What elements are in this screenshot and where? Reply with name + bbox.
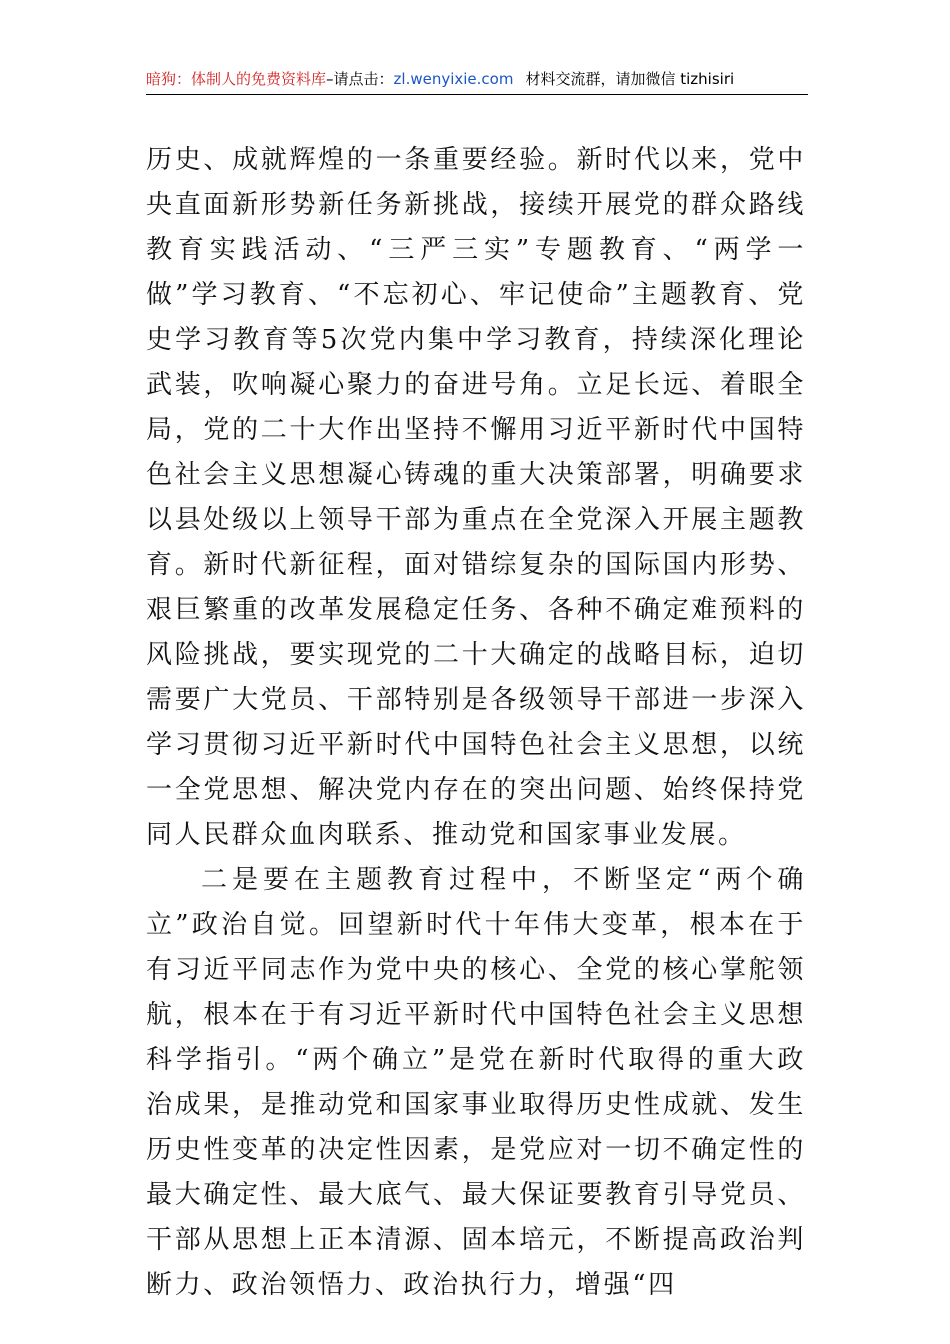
- paragraph-2: 二是要在主题教育过程中，不断坚定“两个确立”政治自觉。回望新时代十年伟大变革，根本在于有习近平同志作为党中央的核心、全党的核心掌舵领航，根本在于有习近平新时代中国特色社会主义思想科学指引。“两个确立”是党在新时代取得的重大政治成果，是推动党和国家事业取得历史性成就、发生历史性变革的决定性因素，是党应对一切不确定性的最大确定性、最大底气、最大保证要教育引导党员、干部从思想上正本清源、固本培元，不断提高政治判断力、政治领悟力、政治执行力，增强“四: [146, 865, 806, 1300]
- page-header: [146, 64, 808, 95]
- document-body: [146, 138, 806, 1308]
- paragraph-1: 历史、成就辉煌的一条重要经验。新时代以来，党中央直面新形势新任务新挑战，接续开展党的群众路线教育实践活动、“三严三实”专题教育、“两学一做”学习教育、“不忘初心、牢记使命”主题教育、党史学习教育等5次党内集中学习教育，持续深化理论武装，吹响凝心聚力的奋进号角。立足长远、着眼全局，党的二十大作出坚持不懈用习近平新时代中国特色社会主义思想凝心铸魂的重大决策部署，明确要求以县处级以上领导干部为重点在全党深入开展主题教育。新时代新征程，面对错综复杂的国际国内形势、艰巨繁重的改革发展稳定任务、各种不确定难预料的风险挑战，要实现党的二十大确定的战略目标，迫切需要广大党员、干部特别是各级领导干部进一步深入学习贯彻习近平新时代中国特色社会主义思想，以统一全党思想、解决党内存在的突出问题、始终保持党同人民群众血肉联系、推动党和国家事业发展。: [146, 145, 806, 850]
- header-url-link[interactable]: zl.wenyixie.com: [393, 70, 514, 88]
- header-prompt: –请点击：: [326, 70, 394, 88]
- header-brand: 暗狗：体制人的免费资料库: [146, 70, 327, 88]
- header-group-info: 材料交流群，请加微信 tizhisiri: [525, 70, 735, 88]
